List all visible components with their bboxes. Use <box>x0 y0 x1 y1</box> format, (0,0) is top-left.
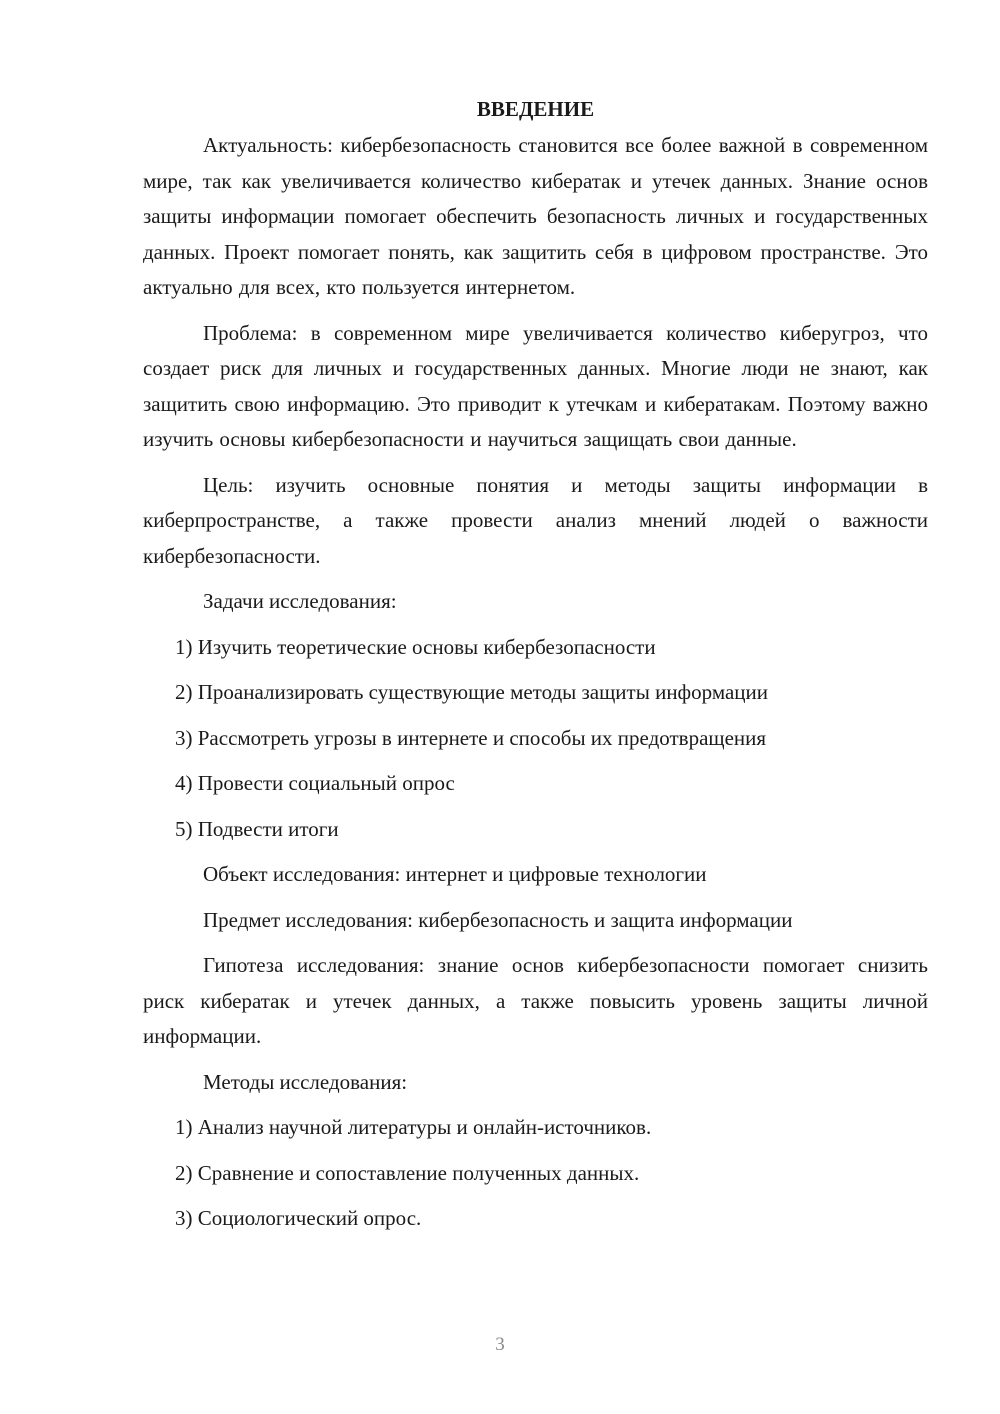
subject-paragraph: Предмет исследования: кибербезопасность и защита информации <box>203 907 793 932</box>
object-paragraph: Объект исследования: интернет и цифровые технологии <box>203 862 707 886</box>
page-number: 3 <box>495 1334 505 1355</box>
task-item: 2) Проанализировать существующие методы защиты информации <box>175 680 769 704</box>
task-item: 4) Провести социальный опрос <box>175 771 455 795</box>
document-page <box>143 94 928 1247</box>
method-item: 3) Социологический опрос. <box>175 1206 422 1230</box>
relevance-paragraph: Актуальность: кибербезопасность становится все более важной в современном мире, так как увеличивается количество кибератак и утечек данных. Знание основ защиты информации помогает обеспечить безопасность личных и государственных данных. Проект помогает понять, как защитить себя в цифровом пространстве. Это актуально для всех, кто пользуется интернетом. <box>143 133 928 299</box>
goal-paragraph: Цель: изучить основные понятия и методы защиты информации в киберпространстве, а также провести анализ мнений людей о важности кибербезопасности. <box>143 472 928 568</box>
task-item: 5) Подвести итоги <box>175 816 339 841</box>
task-item: 3) Рассмотреть угрозы в интернете и способы их предотвращения <box>175 725 767 750</box>
method-item: 2) Сравнение и сопоставление полученных данных. <box>175 1160 640 1185</box>
tasks-heading: Задачи исследования: <box>203 589 397 613</box>
methods-heading: Методы исследования: <box>203 1069 408 1094</box>
page-title: ВВЕДЕНИЕ <box>476 97 595 121</box>
task-item: 1) Изучить теоретические основы кибербезопасности <box>175 634 656 659</box>
problem-paragraph: Проблема: в современном мире увеличивается количество киберугроз, что создает риск для личных и государственных данных. Многие люди не знают, как защитить свою информацию. Это приводит к утечкам и кибератакам. Поэтому важно изучить основы кибербезопасности и научиться защищать свои данные. <box>143 320 928 451</box>
hypothesis-paragraph: Гипотеза исследования: знание основ кибербезопасности помогает снизить риск кибератак и утечек данных, а также повысить уровень защиты личной информации. <box>143 953 928 1048</box>
method-item: 1) Анализ научной литературы и онлайн-источников. <box>175 1115 652 1139</box>
